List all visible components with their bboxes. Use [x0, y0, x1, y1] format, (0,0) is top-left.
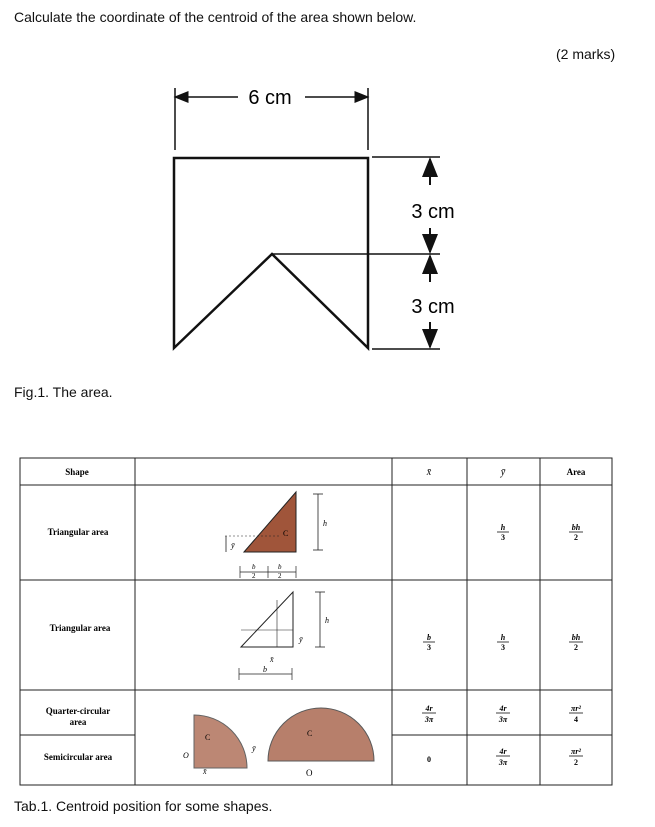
header-area: Area — [566, 467, 586, 477]
r3-area-num: πr² — [571, 704, 581, 713]
triangle-diagram-1 — [225, 492, 327, 580]
r3-ybar-num: 4r — [499, 704, 507, 713]
r4-area-den: 2 — [574, 758, 578, 767]
table-caption: Tab.1. Centroid position for some shapes. — [14, 798, 273, 814]
svg-text:ȳ: ȳ — [252, 744, 256, 753]
r3-xbar-num: 4r — [425, 704, 433, 713]
triangle-diagram-2 — [239, 592, 329, 680]
r2-area-den: 2 — [574, 643, 578, 652]
r2-xbar-num: b — [427, 633, 431, 642]
svg-text:h: h — [323, 519, 327, 528]
header-shape: Shape — [65, 467, 89, 477]
svg-text:2: 2 — [252, 572, 256, 580]
r2-area-num: bh — [571, 633, 581, 642]
row4-shape: Semicircular area — [43, 752, 113, 762]
upper-height-label: 3 cm — [411, 201, 455, 223]
row1-shape: Triangular area — [47, 527, 109, 537]
quarter-circle-diagram — [183, 715, 256, 776]
svg-text:h: h — [325, 616, 329, 625]
svg-text:C: C — [307, 729, 313, 738]
svg-text:2: 2 — [278, 572, 282, 580]
svg-text:x̄: x̄ — [203, 767, 207, 776]
figure-caption: Fig.1. The area. — [14, 384, 113, 400]
r2-ybar-den: 3 — [501, 643, 505, 652]
r3-xbar-den: 3π — [424, 715, 434, 724]
lower-height-label: 3 cm — [411, 296, 455, 318]
svg-text:O: O — [183, 751, 189, 760]
r3-area-den: 4 — [574, 715, 578, 724]
header-xbar: x̄ — [426, 467, 432, 478]
r2-ybar-num: h — [500, 633, 506, 642]
r1-area-den: 2 — [574, 533, 578, 542]
svg-text:b: b — [278, 563, 282, 571]
r4-xbar: 0 — [427, 755, 431, 764]
r3-ybar-den: 3π — [498, 715, 508, 724]
centroid-table — [0, 440, 655, 795]
r2-xbar-den: 3 — [427, 643, 431, 652]
r4-ybar-den: 3π — [498, 758, 508, 767]
svg-text:x̄: x̄ — [270, 655, 274, 664]
svg-text:b: b — [252, 563, 256, 571]
semicircle-diagram — [268, 708, 374, 778]
question-text: Calculate the coordinate of the centroid of the area shown below. — [14, 9, 417, 25]
row3-shape-b: area — [69, 717, 87, 727]
row2-shape: Triangular area — [49, 623, 111, 633]
svg-text:C: C — [283, 529, 289, 538]
r1-area-num: bh — [571, 523, 581, 532]
area-shape-outline — [174, 158, 368, 348]
row3-shape-a: Quarter-circular — [45, 706, 111, 716]
r4-ybar-num: 4r — [499, 747, 507, 756]
svg-text:O: O — [306, 768, 313, 778]
r4-area-num: πr² — [571, 747, 581, 756]
header-ybar: ȳ — [500, 467, 506, 478]
svg-text:C: C — [205, 733, 211, 742]
r1-ybar-den: 3 — [501, 533, 505, 542]
width-label: 6 cm — [248, 87, 292, 109]
svg-text:ȳ: ȳ — [231, 541, 235, 550]
svg-text:b: b — [263, 665, 267, 674]
r1-ybar-num: h — [500, 523, 506, 532]
marks-label: (2 marks) — [556, 46, 616, 62]
area-figure — [0, 0, 655, 400]
svg-text:ȳ: ȳ — [299, 635, 303, 644]
